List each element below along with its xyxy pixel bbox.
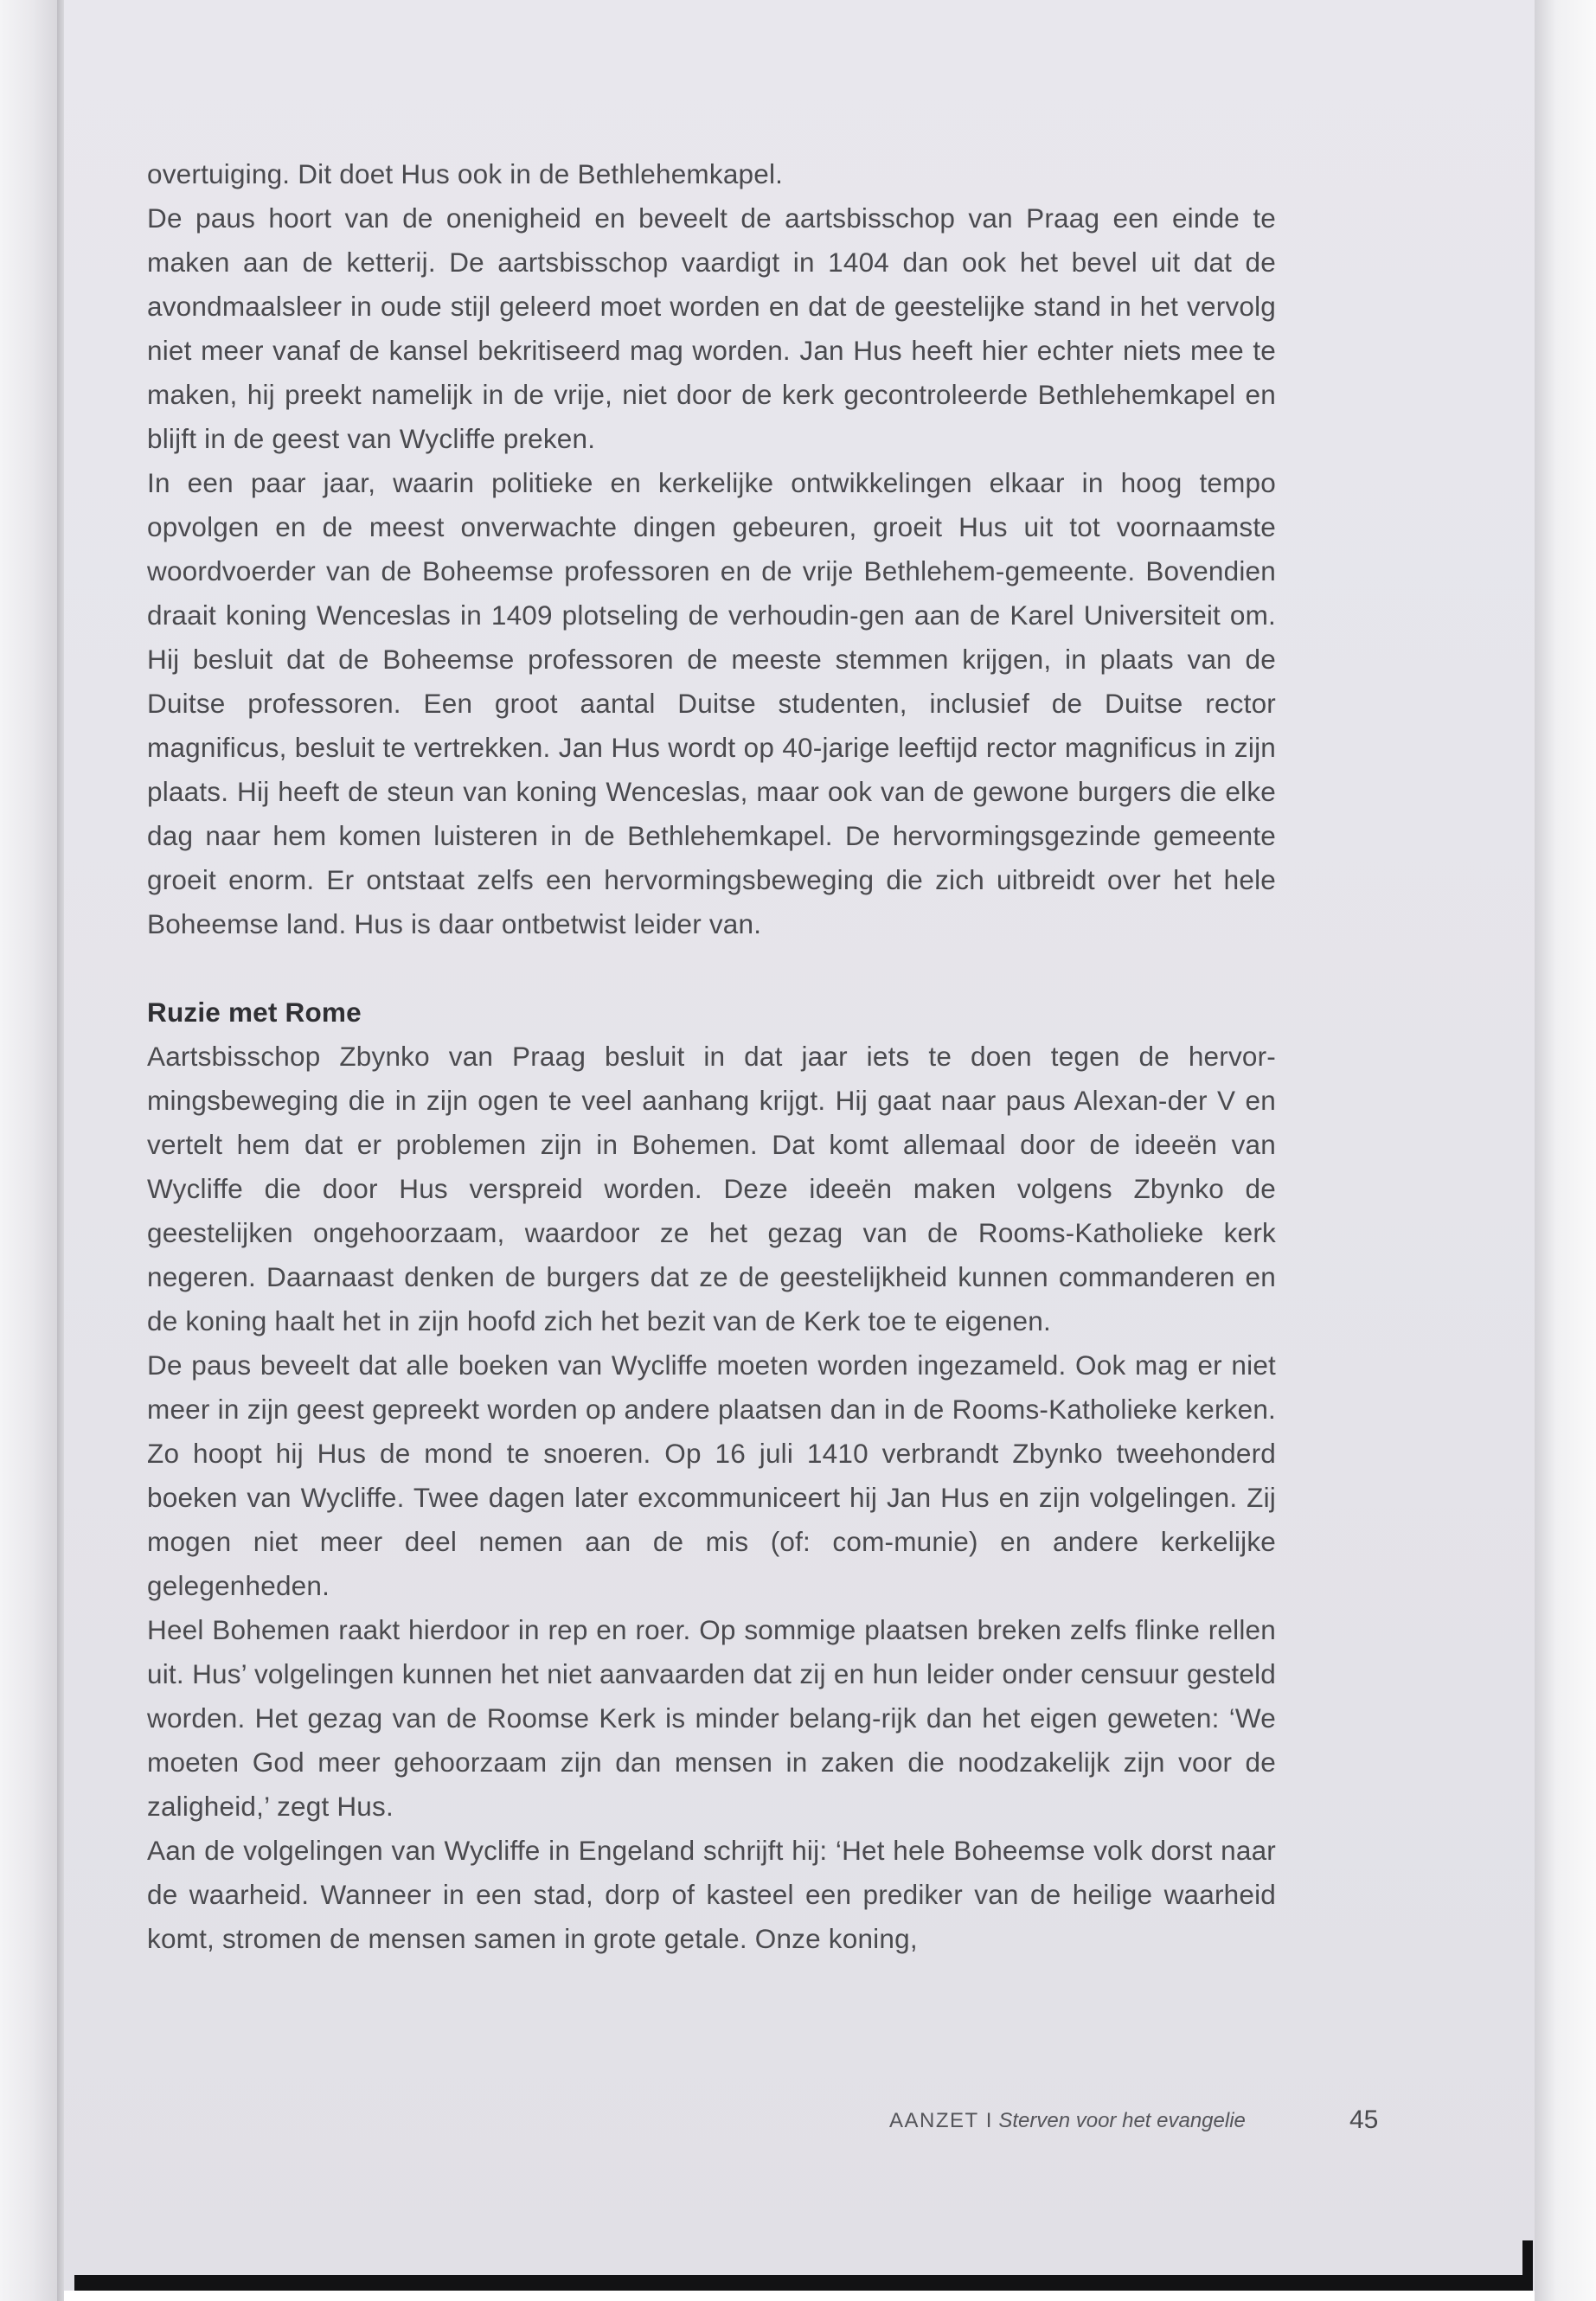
running-footer: [889, 2109, 1391, 2144]
paragraph: De paus hoort van de onenigheid en beveelt de aartsbisschop van Praag een einde te maken aan de ketterij. De aartsbisschop vaardigt in 1404 dan ook het bevel uit dat de avondmaalsleer in oude stijl geleerd moet worden en dat de geestelijke stand in het vervolg niet meer vanaf de kansel bekritiseerd mag worden. Jan Hus heeft hier echter niets mee te maken, hij preekt namelijk in de vrije, niet door de kerk gecontroleerde Bethlehemkapel en blijft in de geest van Wycliffe preken.: [147, 202, 1276, 454]
page-bottom-corner: [1522, 2240, 1533, 2291]
main-text-column: [147, 152, 1276, 1961]
paragraph: Aan de volgelingen van Wycliffe in Engeland schrijft hij: ‘Het hele Boheemse volk dorst naar de waarheid. Wanneer in een stad, dorp of kasteel een prediker van de heilige waarheid komt, stromen de mensen samen in grote getale. Onze koning,: [147, 1835, 1276, 1954]
paragraph: In een paar jaar, waarin politieke en kerkelijke ontwikkelingen elkaar in hoog tempo opvolgen en de meest onverwachte dingen gebeuren, groeit Hus uit tot voornaamste woordvoerder van de Boheemse professoren en de vrije Bethlehem-gemeente. Bovendien draait koning Wenceslas in 1409 plotseling de verhoudin-gen aan de Karel Universiteit om. Hij besluit dat de Boheemse professoren de meeste stemmen krijgen, in plaats van de Duitse professoren. Een groot aantal Duitse studenten, inclusief de Duitse rector magnificus, besluit te vertrekken. Jan Hus wordt op 40-jarige leeftijd rector magnificus in zijn plaats. Hij heeft de steun van koning Wenceslas, maar ook van de gewone burgers die elke dag naar hem komen luisteren in de Bethlehemkapel. De hervormingsgezinde gemeente groeit enorm. Er ontstaat zelfs een hervormingsbeweging die zich uitbreidt over het hele Boheemse land. Hus is daar ontbetwist leider van.: [147, 467, 1276, 939]
section-heading: Ruzie met Rome: [147, 997, 362, 1028]
footer-book-title: Sterven voor het evangelie: [998, 2109, 1246, 2132]
scan-gutter-shadow: [57, 0, 64, 2301]
paragraph: De paus beveelt dat alle boeken van Wycliffe moeten worden ingezameld. Ook mag er niet meer in zijn geest gepreekt worden op andere plaatsen dan in de Rooms-Katholieke kerken. Zo hoopt hij Hus de mond te snoeren. Op 16 juli 1410 verbrandt Zbynko tweehonderd boeken van Wycliffe. Twee dagen later excommuniceert hij Jan Hus en zijn volgelingen. Zij mogen niet meer deel nemen aan de mis (of: com-munie) en andere kerkelijke gelegenheden.: [147, 1349, 1276, 1601]
scan-left-margin: [0, 0, 59, 2301]
paragraph: overtuiging. Dit doet Hus ook in de Bethlehemkapel.: [147, 158, 784, 189]
paragraph: Aartsbisschop Zbynko van Praag besluit in dat jaar iets te doen tegen de hervor-mingsbeweging die in zijn ogen te veel aanhang krijgt. Hij gaat naar paus Alexan-der V en vertelt hem dat er problemen zijn in Bohemen. Dat komt allemaal door de ideeën van Wycliffe die door Hus verspreid worden. Deze ideeën maken volgens Zbynko de geestelijken ongehoorzaam, waardoor ze het gezag van de Rooms-Katholieke kerk negeren. Daarnaast denken de burgers dat ze de geestelijkheid kunnen commanderen en de koning haalt het in zijn hoofd zich het bezit van de Kerk toe te eigenen.: [147, 1041, 1276, 1336]
footer-separator: I: [985, 2109, 992, 2132]
page-number: 45: [1349, 2106, 1379, 2134]
paragraph: Heel Bohemen raakt hierdoor in rep en roer. Op sommige plaatsen breken zelfs flinke rellen uit. Hus’ volgelingen kunnen het niet aanvaarden dat zij en hun leider onder censuur gesteld worden. Het gezag van de Roomse Kerk is minder belang-rijk dan het eigen geweten: ‘We moeten God meer gehoorzaam zijn dan mensen in zaken die noodzakelijk zijn voor de zaligheid,’ zegt Hus.: [147, 1614, 1276, 1822]
footer-series-name: AANZET: [889, 2109, 979, 2132]
scan-right-margin: [1535, 0, 1596, 2301]
page-bottom-edge: [74, 2275, 1533, 2291]
